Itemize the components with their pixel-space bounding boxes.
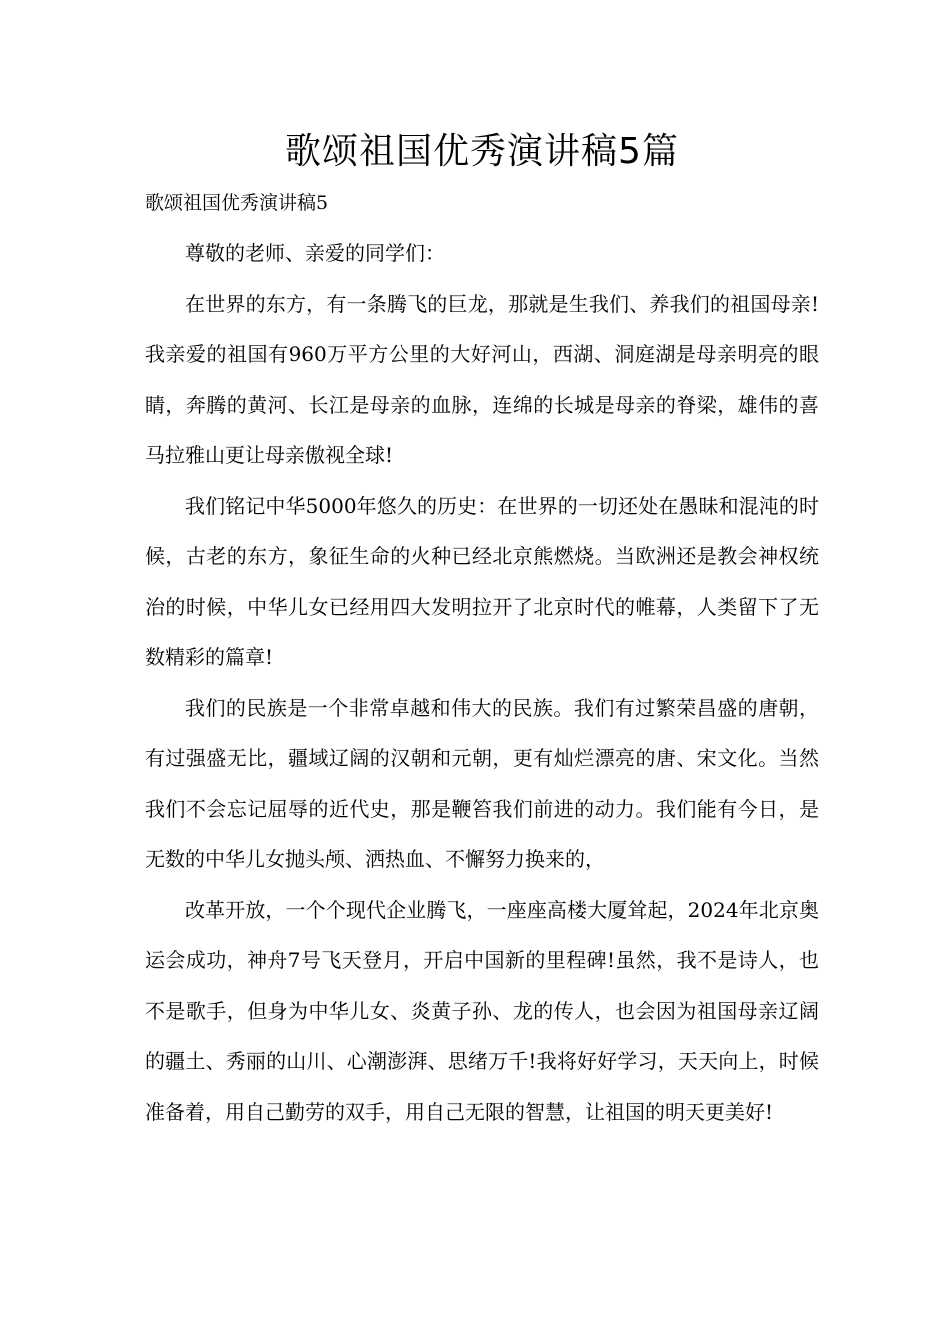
salutation: 尊敬的老师、亲爱的同学们： — [185, 241, 445, 265]
document-title: 歌颂祖国优秀演讲稿5篇 — [285, 131, 679, 172]
paragraph-4: 改革开放，一个个现代企业腾飞，一座座高楼大厦耸起，2024年北京奥运会成功，神舟7号飞天登月，开启中国新的里程碑!虽然，我不是诗人，也不是歌手，但身为中华儿女、炎黄子孙、龙的传人，也会因为祖国母亲辽阔的疆土、秀丽的山川、心潮澎湃、思绪万千!我将好好学习，天天向上，时候准备着，用自己勤劳的双手，用自己无限的智慧，让祖国的明天更美好! — [145, 897, 819, 1124]
document-subtitle: 歌颂祖国优秀演讲稿5 — [145, 192, 329, 214]
paragraph-1: 在世界的东方，有一条腾飞的巨龙，那就是生我们、养我们的祖国母亲!我亲爱的祖国有960万平方公里的大好河山，西湖、洞庭湖是母亲明亮的眼睛，奔腾的黄河、长江是母亲的血脉，连绵的长城是母亲的脊梁，雄伟的喜马拉雅山更让母亲傲视全球! — [145, 291, 819, 467]
paragraph-3: 我们的民族是一个非常卓越和伟大的民族。我们有过繁荣昌盛的唐朝，有过强盛无比，疆域辽阔的汉朝和元朝，更有灿烂漂亮的唐、宋文化。当然我们不会忘记屈辱的近代史，那是鞭笞我们前进的动力。我们能有今日，是无数的中华儿女抛头颅、洒热血、不懈努力换来的， — [145, 695, 819, 871]
paragraph-2: 我们铭记中华5000年悠久的历史：在世界的一切还处在愚昧和混沌的时候，古老的东方，象征生命的火种已经北京熊燃烧。当欧洲还是教会神权统治的时候，中华儿女已经用四大发明拉开了北京时代的帷幕，人类留下了无数精彩的篇章! — [145, 493, 819, 669]
